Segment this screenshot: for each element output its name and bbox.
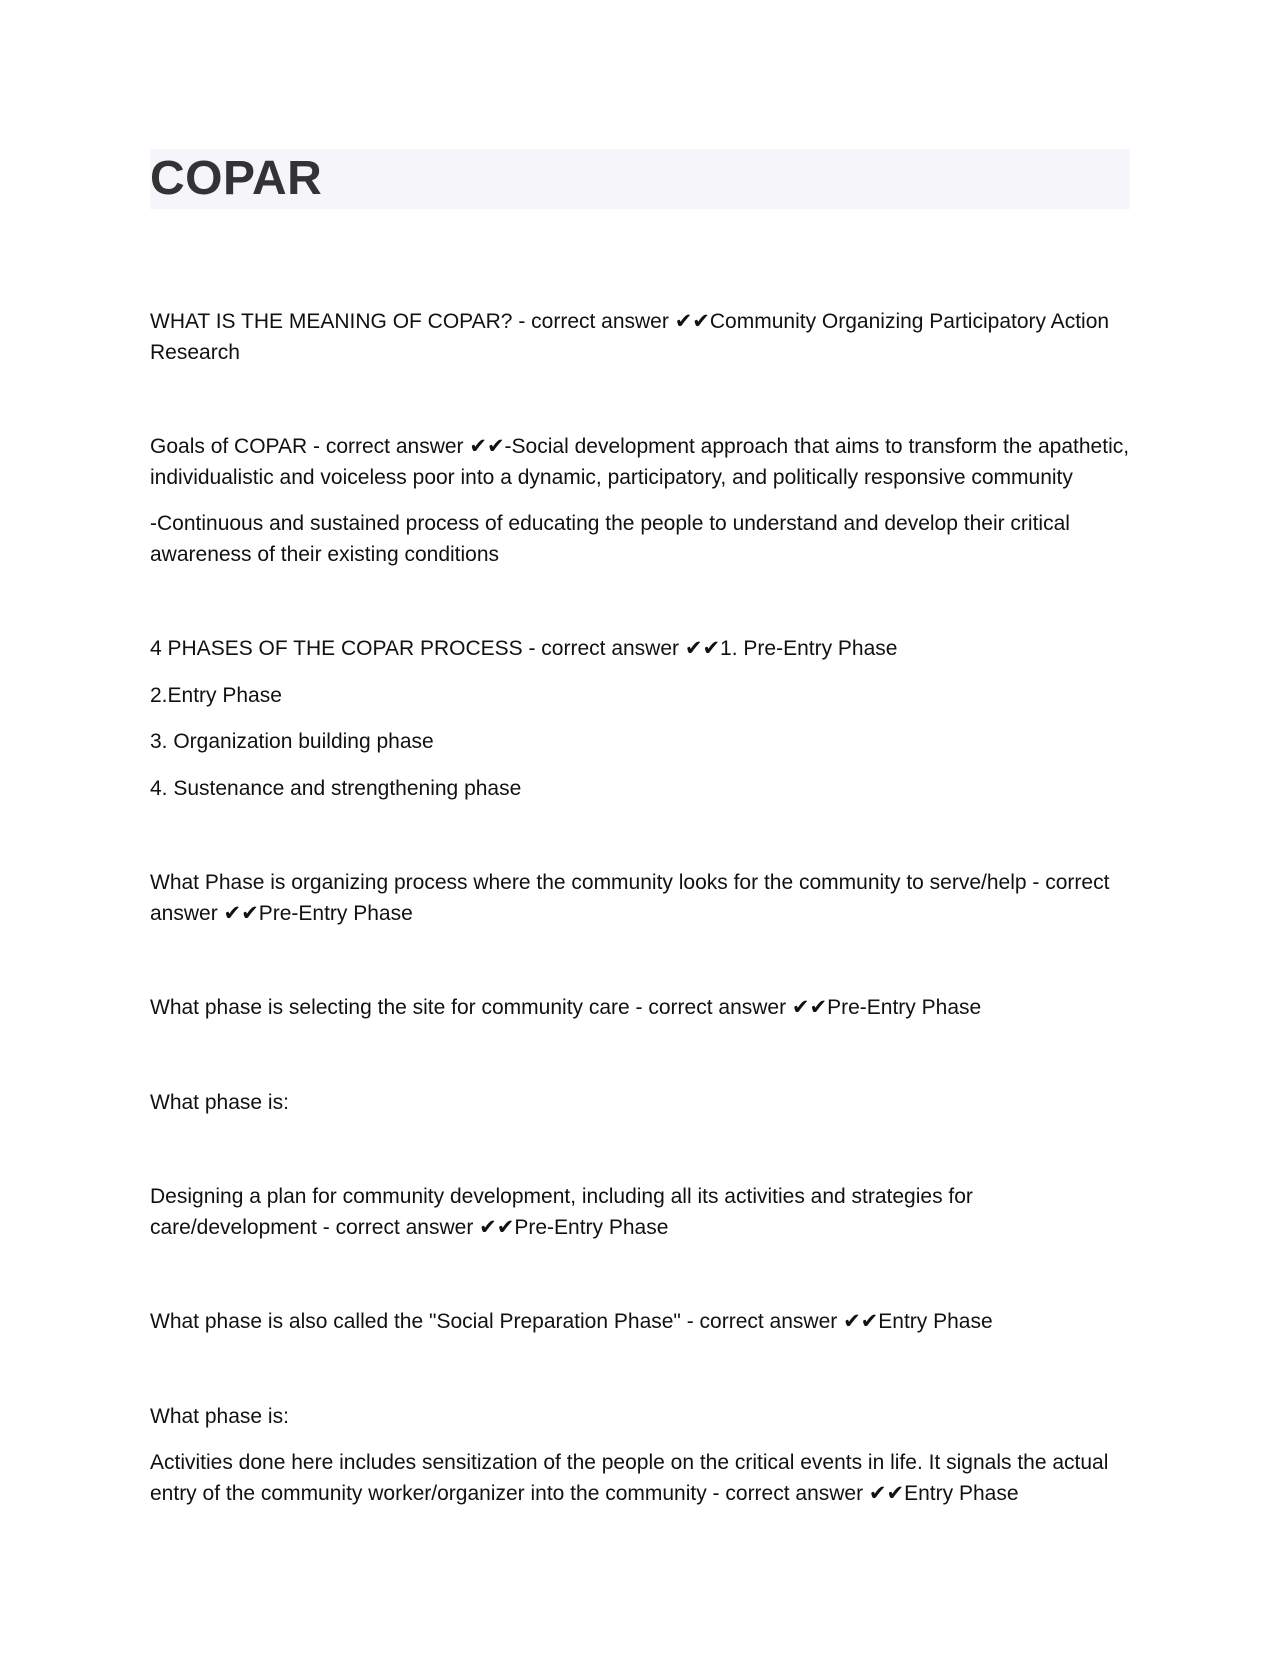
phase-item-2: 2.Entry Phase (150, 683, 282, 707)
document-body (150, 307, 1130, 1509)
qa-designing-plan: Designing a plan for community development, including all its activities and strategies for care/development - correct answer ✔✔Pre-Entry Phase (150, 1185, 973, 1239)
question-what-phase-1: What phase is: (150, 1090, 289, 1114)
document-title: COPAR (150, 152, 323, 205)
qa-selecting-site: What phase is selecting the site for community care - correct answer ✔✔Pre-Entry Phase (150, 996, 982, 1019)
qa-organizing-process: What Phase is organizing process where the community looks for the community to serve/help - correct answer ✔✔Pre-Entry Phase (150, 871, 1110, 925)
phase-item-3: 3. Organization building phase (150, 730, 434, 753)
qa-meaning: WHAT IS THE MEANING OF COPAR? - correct answer ✔✔Community Organizing Participatory Action Research (150, 310, 1110, 364)
qa-goals: Goals of COPAR - correct answer ✔✔-Social development approach that aims to transform the apathetic, individualistic and voiceless poor into a dynamic, participatory, and politically responsive community (150, 435, 1130, 489)
qa-goals-continued: -Continuous and sustained process of educating the people to understand and develop their critical awareness of their existing conditions (150, 512, 1070, 566)
qa-social-preparation: What phase is also called the "Social Preparation Phase" - correct answer ✔✔Entry Phase (150, 1310, 993, 1333)
title-band (150, 149, 1130, 209)
document-page (150, 149, 1130, 1509)
qa-phases: 4 PHASES OF THE COPAR PROCESS - correct answer ✔✔1. Pre-Entry Phase (150, 637, 898, 660)
phase-item-4: 4. Sustenance and strengthening phase (150, 776, 522, 800)
question-what-phase-2: What phase is: (150, 1404, 289, 1428)
qa-sensitization: Activities done here includes sensitization of the people on the critical events in life. It signals the actual entry of the community worker/organizer into the community - correct answer ✔✔Entry Phase (150, 1451, 1109, 1505)
